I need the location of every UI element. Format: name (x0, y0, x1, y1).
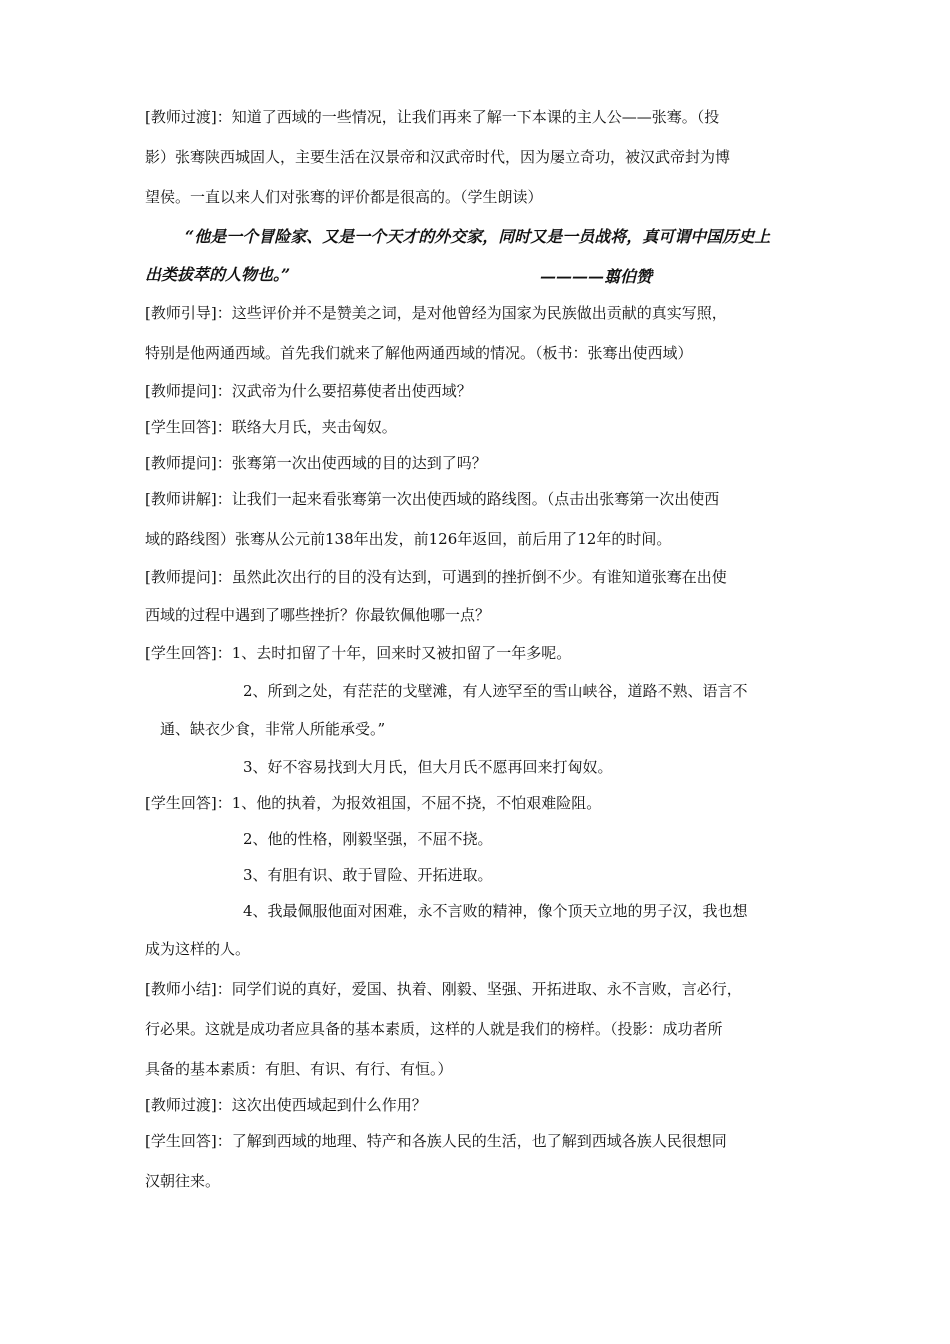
text-line: 2、他的性格，刚毅坚强，不屈不挠。 (243, 830, 493, 848)
text-line: [学生回答]：1、去时扣留了十年，回来时又被扣留了一年多呢。 (145, 644, 572, 662)
text-line: 行必果。这就是成功者应具备的基本素质，这样的人就是我们的榜样。（投影：成功者所 (145, 1020, 723, 1038)
text-line: 汉朝往来。 (145, 1172, 221, 1190)
text-line: 影）张骞陕西城固人，主要生活在汉景帝和汉武帝时代，因为屡立奇功，被汉武帝封为博 (145, 148, 731, 166)
text-line: 域的路线图）张骞从公元前138年出发，前126年返回，前后用了12年的时间。 (145, 530, 672, 548)
text-line: [学生回答]：1、他的执着，为报效祖国，不屈不挠，不怕艰难险阻。 (145, 794, 602, 812)
text-line: 特别是他两通西域。首先我们就来了解他两通西域的情况。（板书：张骞出使西域） (145, 344, 693, 362)
text-line: [教师提问]：张骞第一次出使西域的目的达到了吗？ (145, 454, 487, 472)
text-line: [教师引导]：这些评价并不是赞美之词，是对他曾经为国家为民族做出贡献的真实写照， (145, 304, 727, 322)
text-line: [教师讲解]：让我们一起来看张骞第一次出使西域的路线图。（点击出张骞第一次出使西 (145, 490, 720, 508)
text-line: 2、所到之处，有茫茫的戈壁滩，有人迹罕至的雪山峡谷，道路不熟、语言不 (243, 682, 748, 700)
quote-line: “他是一个冒险家、又是一个天才的外交家，同时又是一员战将，真可谓中国历史上 (185, 227, 771, 246)
quote-line: 出类拔萃的人物也。” (145, 265, 291, 284)
text-line: 具备的基本素质：有胆、有识、有行、有恒。） (145, 1060, 453, 1078)
text-line: [学生回答]：联络大月氏，夹击匈奴。 (145, 418, 397, 436)
text-line: [学生回答]：了解到西域的地理、特产和各族人民的生活，也了解到西域各族人民很想同 (145, 1132, 727, 1150)
text-line: 3、好不容易找到大月氏，但大月氏不愿再回来打匈奴。 (243, 758, 613, 776)
text-line: 通、缺衣少食，非常人所能承受。” (160, 720, 386, 738)
text-line: 3、有胆有识、敢于冒险、开拓进取。 (243, 866, 493, 884)
text-line: [教师过渡]：这次出使西域起到什么作用？ (145, 1096, 427, 1114)
text-line: [教师提问]：虽然此次出行的目的没有达到，可遇到的挫折倒不少。有谁知道张骞在出使 (145, 568, 727, 586)
text-line: [教师过渡]：知道了西域的一些情况，让我们再来了解一下本课的主人公——张骞。（投 (145, 108, 720, 126)
text-line: 西域的过程中遇到了哪些挫折？你最钦佩他哪一点？ (145, 606, 491, 624)
text-line: [教师提问]：汉武帝为什么要招募使者出使西域？ (145, 382, 472, 400)
quote-author: ————翦伯赞 (540, 267, 653, 286)
text-line: [教师小结]：同学们说的真好，爱国、执着、刚毅、坚强、开拓进取、永不言败，言必行， (145, 980, 742, 998)
text-line: 4、我最佩服他面对困难，永不言败的精神，像个顶天立地的男子汉，我也想 (243, 902, 748, 920)
text-line: 成为这样的人。 (145, 940, 251, 958)
text-line: 望侯。一直以来人们对张骞的评价都是很高的。（学生朗读） (145, 188, 543, 206)
